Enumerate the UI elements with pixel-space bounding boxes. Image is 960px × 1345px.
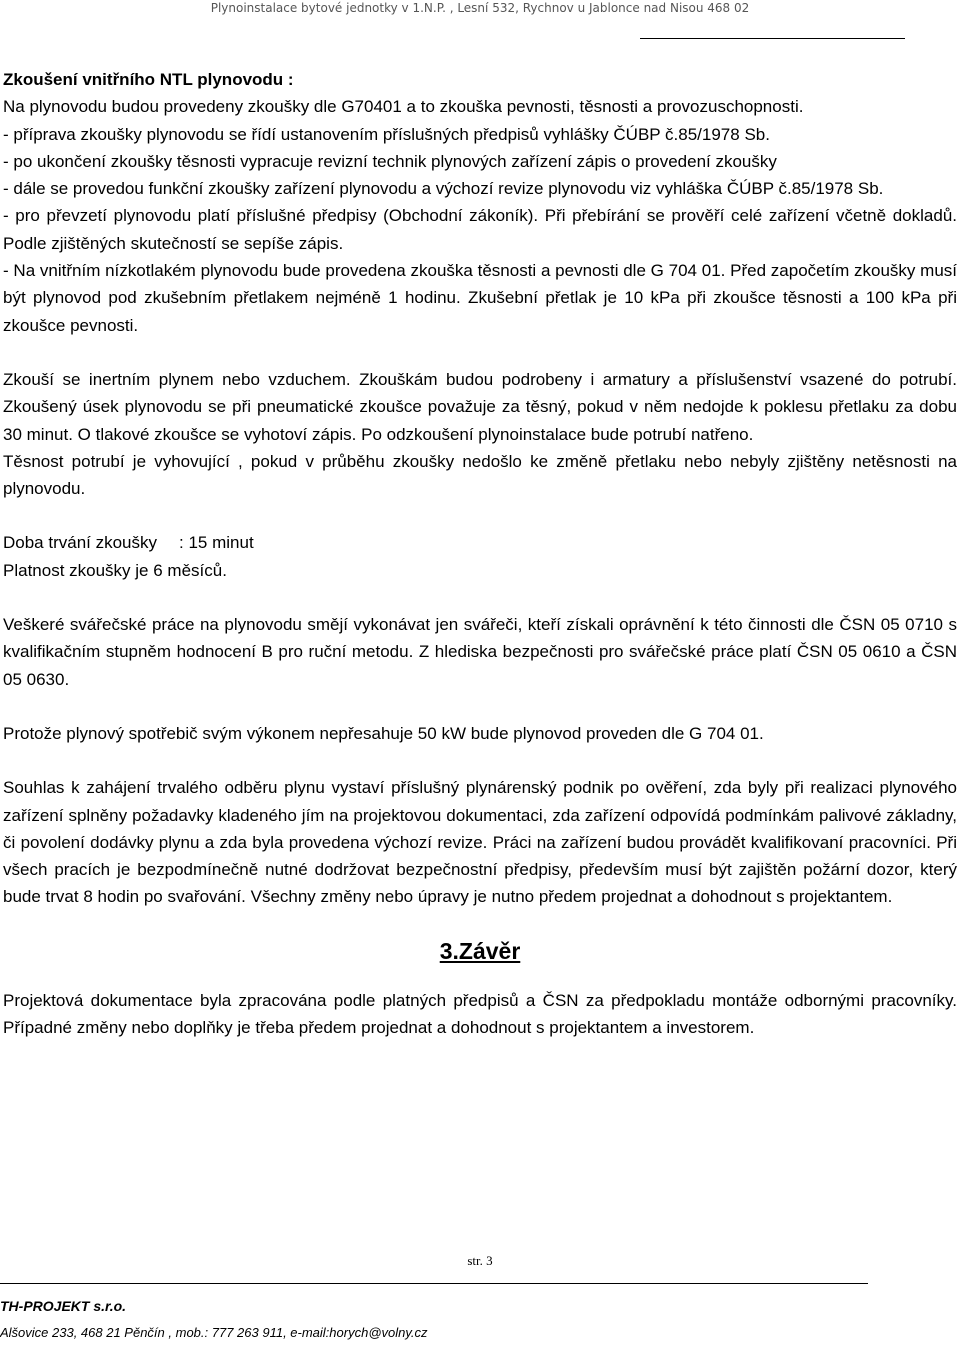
footer-rule — [0, 1283, 868, 1284]
header-rule — [640, 38, 905, 39]
paragraph-consent: Souhlas k zahájení trvalého odběru plynu vystaví příslušný plynárenský podnik po ověření, zda byly při realizaci plynového zařízení splněny požadavky kladeného jím na projektovou dokumentaci, zda zařízení odpovídá podmínkám palivové základny, či povolení dodávky plynu a zda byla provedena výchozí revize. Práci na zařízení budou provádět kvalifikovaní pracovníci. Při všech pracích je bezpodmínečně nutné dodržovat bezpečnostní předpisy, především musí být zajištěn požární dozor, který bude trvat 8 hodin po svařování. Všechny změny nebo úpravy je nutno předem projednat a dohodnout s projektantem. — [3, 778, 957, 907]
section-line: - příprava zkoušky plynovodu se řídí ustanovením příslušných předpisů vyhlášky ČÚBP č.85/1978 Sb. — [3, 124, 770, 144]
conclusion-text: Projektová dokumentace byla zpracována podle platných předpisů a ČSN za předpokladu montáže odbornými pracovníky. Případné změny nebo doplňky je třeba předem projednat a dohodnout s projektantem a investorem. — [3, 991, 957, 1038]
test-duration — [3, 529, 957, 556]
test-duration-value: : 15 minut — [179, 533, 254, 553]
test-validity: Platnost zkoušky je 6 měsíců. — [3, 560, 227, 580]
page-number: str. 3 — [467, 1253, 493, 1268]
section-line: - dále se provedou funkční zkoušky zařízení plynovodu a výchozí revize plynovodu viz vyhláška ČÚBP č.85/1978 Sb. — [3, 179, 884, 199]
footer-company: TH-PROJEKT s.r.o. — [0, 1298, 127, 1314]
paragraph-welding: Veškeré svářečské práce na plynovodu smějí vykonávat jen svářeči, kteří získali oprávnění k této činnosti dle ČSN 05 0710 s kvalifikačním stupněm hodnocení B pro ruční metodu. Z hlediska bezpečnosti pro svářečské práce platí ČSN 05 0610 a ČSN 05 0630. — [3, 615, 957, 689]
section-line: - Na vnitřním nízkotlakém plynovodu bude provedena zkouška těsnosti a pevnosti dle G 704 01. Před započetím zkoušky musí být plynovod pod zkušebním přetlakem nejméně 1 hodinu. Zkušební přetlak je 10 kPa při zkoušce těsnosti a 100 kPa při zkoušce pevnosti. — [3, 261, 957, 335]
footer-address: Alšovice 233, 468 21 Pěnčín , mob.: 777 263 911, e-mail:horych@volny.cz — [0, 1325, 428, 1340]
paragraph-tightness: Těsnost potrubí je vyhovující , pokud v průběhu zkoušky nedošlo ke změně přetlaku nebo nebyly zjištěny netěsnosti na plynovodu. — [3, 451, 957, 499]
paragraph-appliance: Protože plynový spotřebič svým výkonem nepřesahuje 50 kW bude plynovod proveden dle G 704 01. — [3, 723, 764, 743]
page-header: Plynoinstalace bytové jednotky v 1.N.P. , Lesní 532, Rychnov u Jablonce nad Nisou 468 02 — [210, 1, 750, 15]
section-line: - pro převzetí plynovodu platí příslušné předpisy (Obchodní zákoník). Při přebírání se prověří celé zařízení včetně dokladů. Podle zjištěných skutečností se sepíše zápis. — [3, 206, 957, 253]
paragraph-test-medium: Zkouší se inertním plynem nebo vzduchem. Zkouškám budou podrobeny i armatury a příslušenství vsazené do potrubí. Zkoušený úsek plynovodu se při pneumatické zkoušce považuje za těsný, pokud v něm nedojde k poklesu přetlaku za dobu 30 minut. O tlakové zkoušce se vyhotoví zápis. Po odzkoušení plynoinstalace bude potrubí natřeno. — [3, 369, 957, 444]
section-line: Na plynovodu budou provedeny zkoušky dle G70401 a to zkouška pevnosti, těsnosti a provozuschopnosti. — [3, 97, 804, 117]
section-line: - po ukončení zkoušky těsnosti vypracuje revizní technik plynových zařízení zápis o provedení zkoušky — [3, 151, 777, 171]
conclusion-title: 3.Závěr — [439, 937, 521, 964]
document-body — [3, 66, 957, 1042]
section-heading: Zkoušení vnitřního NTL plynovodu : — [3, 70, 294, 89]
test-duration-label: Doba trvání zkoušky — [3, 533, 158, 553]
